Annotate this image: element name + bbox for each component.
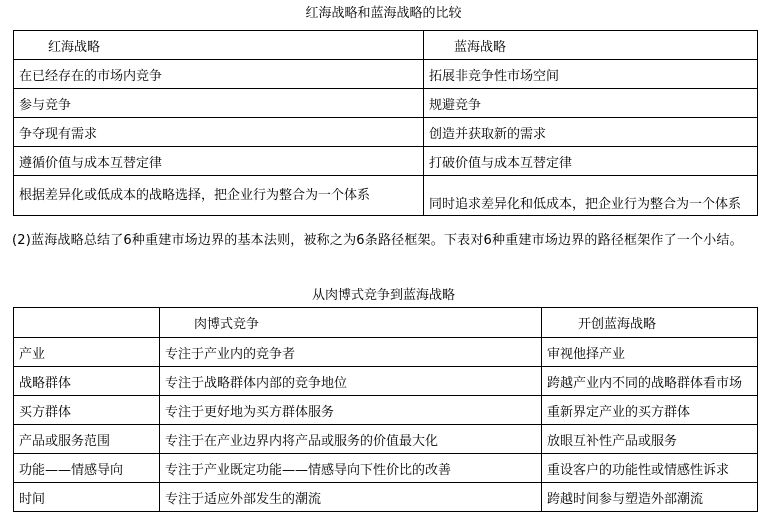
header-cell-blue-ocean: 蓝海战略 [424,31,758,60]
header-cell-red-ocean: 红海战略 [14,31,424,60]
body-paragraph: (2)蓝海战略总结了6种重建市场边界的基本法则，被称之为6条路径框架。下表对6种重建市场边界的路径框架作了一个小结。 [12,233,743,248]
table-cell: 放眼互补性产品或服务 [542,425,758,454]
table-cell: 时间 [14,483,160,512]
table-cell: 在已经存在的市场内竞争 [14,60,424,89]
table-row [14,367,758,396]
table-cell: 重新界定产业的买方群体 [542,396,758,425]
table1-caption: 红海战略和蓝海战略的比较 [305,6,462,21]
table-cell: 专注于在产业边界内将产品或服务的价值最大化 [160,425,542,454]
table-row [14,147,758,176]
header-cell-competition: 肉博式竞争 [160,308,542,338]
table-header-row [14,31,758,60]
table-cell: 打破价值与成本互替定律 [424,147,758,176]
table-row [14,89,758,118]
table-cell: 拓展非竞争性市场空间 [424,60,758,89]
table-row [14,483,758,512]
table-cell: 功能——情感导向 [14,454,160,483]
table-row [14,176,758,216]
table-cell: 参与竞争 [14,89,424,118]
table-header-row [14,308,758,338]
table-cell: 根据差异化或低成本的战略选择，把企业行为整合为一个体系 [14,176,424,216]
table-row [14,396,758,425]
path-framework-table [13,307,758,512]
table-cell: 专注于产业内的竞争者 [160,338,542,367]
table-cell: 重设客户的功能性或情感性诉求 [542,454,758,483]
table-row [14,118,758,147]
table-cell: 争夺现有需求 [14,118,424,147]
red-blue-ocean-comparison-table [13,30,758,216]
table-cell: 创造并获取新的需求 [424,118,758,147]
table2-caption: 从肉博式竞争到蓝海战略 [311,288,455,303]
table-cell: 产业 [14,338,160,367]
table-cell: 专注于更好地为买方群体服务 [160,396,542,425]
table-cell: 规避竞争 [424,89,758,118]
table-cell: 专注于产业既定功能——情感导向下性价比的改善 [160,454,542,483]
table-cell: 遵循价值与成本互替定律 [14,147,424,176]
header-cell-blue-ocean: 开创蓝海战略 [542,308,758,338]
table-cell: 跨越时间参与塑造外部潮流 [542,483,758,512]
table-cell: 战略群体 [14,367,160,396]
table-cell: 产品或服务范围 [14,425,160,454]
table-cell: 跨越产业内不同的战略群体看市场 [542,367,758,396]
table-row [14,60,758,89]
table-row [14,425,758,454]
table-cell: 审视他择产业 [542,338,758,367]
table-cell: 同时追求差异化和低成本，把企业行为整合为一个体系 [424,176,758,216]
table-cell: 专注于战略群体内部的竞争地位 [160,367,542,396]
table-cell: 专注于适应外部发生的潮流 [160,483,542,512]
table-cell: 买方群体 [14,396,160,425]
table-row [14,454,758,483]
table-row [14,338,758,367]
header-cell-empty [14,308,160,338]
